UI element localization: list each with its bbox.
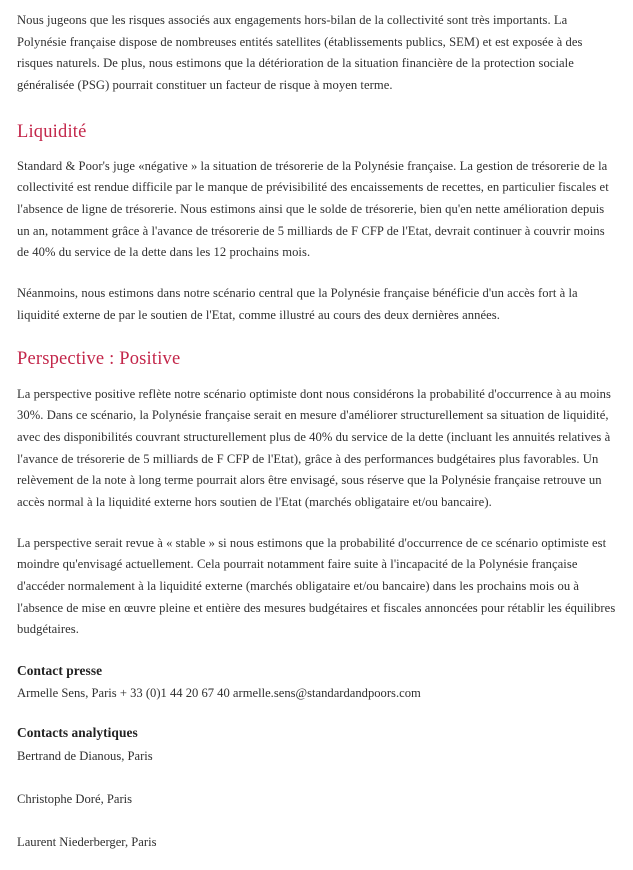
intro-paragraph: Nous jugeons que les risques associés aux engagements hors-bilan de la collectivité sont très importants. La Polynésie française dispose de nombreuses entités satellites (établissements publics, SEM) et est exposée à des risques naturels. De plus, nous estimons que la détérioration de la situation financière de la protection sociale généralisée (PSG) pourrait constituer un facteur de risque à moyen terme. <box>17 13 583 92</box>
press-contact-line: Armelle Sens, Paris + 33 (0)1 44 20 67 40 armelle.sens@standardandpoors.com <box>17 686 421 701</box>
outlook-paragraph-2: La perspective serait revue à « stable » si nous estimons que la probabilité d'occurrence de ce scénario optimiste est moindre qu'envisagé actuellement. Cela pourrait notamment faire suite à l'incapacité de la Polynésie française d'accéder normalement à la liquidité externe (marchés obligataire et/ou bancaire) dans les prochains mois ou à l'absence de mise en œuvre pleine et entière des mesures budgétaires et fiscales annoncées pour rétablir les équilibres budgétaires. <box>17 535 616 637</box>
liquidity-paragraph-2: Néanmoins, nous estimons dans notre scénario central que la Polynésie française bénéficie d'un accès fort à la liquidité externe de par le soutien de l'Etat, comme illustré au cours des deux dernières années. <box>17 286 578 322</box>
analytic-contact-3: Laurent Niederberger, Paris <box>17 835 157 850</box>
analytic-contact-1: Bertrand de Dianous, Paris <box>17 748 153 763</box>
heading-perspective-positive: Perspective : Positive <box>17 349 181 370</box>
outlook-paragraph-1: La perspective positive reflète notre scénario optimiste dont nous considérons la probabilité d'occurrence à au moins 30%. Dans ce scénario, la Polynésie française serait en mesure d'améliorer structurellement sa situation de liquidité, avec des disponibilités couvrant structurellement plus de 40% du service de la dette (incluant les annuités relatives à l'avance de trésorerie de 5 milliards de F CFP de l'Etat), grâce à des performances budgétaires plus favorables. Un relèvement de la note à long terme pourrait alors être envisagé, sous réserve que la Polynésie française retrouve un accès normal à la liquidité externe hors soutien de l'Etat (marchés obligataire et/ou bancaire). <box>17 386 612 509</box>
heading-contact-presse: Contact presse <box>17 662 103 678</box>
liquidity-paragraph-1: Standard & Poor's juge «négative » la situation de trésorerie de la Polynésie française. La gestion de trésorerie de la collectivité est rendue difficile par le manque de prévisibilité des encaissements de recettes, en particulier fiscales et l'absence de ligne de trésorerie. Nous estimons ainsi que le solde de trésorerie, bien qu'en nette amélioration depuis un an, notamment grâce à l'avance de trésorerie de 5 milliards de F CFP de l'Etat, devrait continuer à couvrir moins de 40% du service de la dette dans les 12 prochains mois. <box>17 158 609 260</box>
analytic-contact-2: Christophe Doré, Paris <box>17 791 133 806</box>
heading-contacts-analytiques: Contacts analytiques <box>17 725 138 741</box>
heading-liquidite: Liquidité <box>17 121 87 142</box>
